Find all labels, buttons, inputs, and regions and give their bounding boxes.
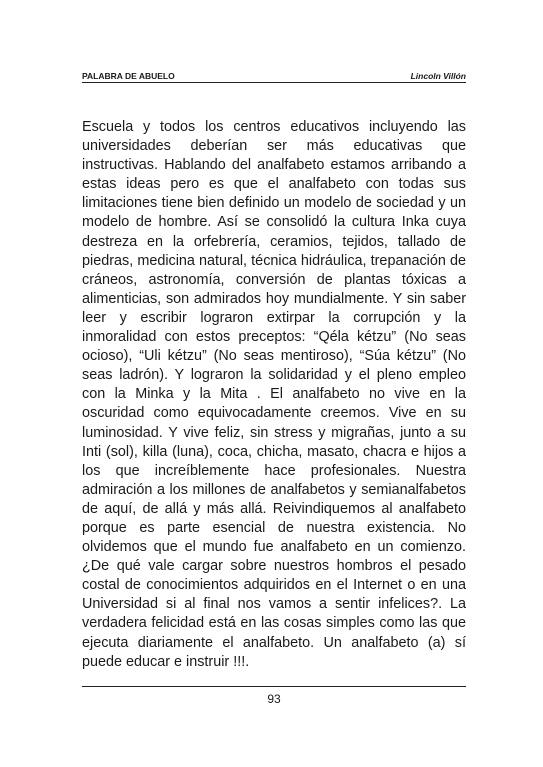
header-rule <box>82 82 466 83</box>
footer-rule <box>82 686 466 687</box>
book-title: PALABRA DE ABUELO <box>82 71 175 81</box>
body-text <box>82 118 466 672</box>
author-name: Lincoln Villón <box>410 71 466 81</box>
body-paragraph: Escuela y todos los centros educativos incluyendo las universidades deberían ser más educativas que instructivas. Hablando del analfabeto estamos arribando a estas ideas pero es que el analfabeto con todas sus limitaciones tiene bien definido un modelo de sociedad y un modelo de hombre. Así se consolidó la cultura Inka cuya destreza en la orfebrería, ceramios, tejidos, tallado de piedras, medicina natural, técnica hidráulica, trepanación de cráneos, astronomía, conversión de plantas tóxicas a alimenticias, son admirados hoy mundialmente. Y sin saber leer y escribir lograron extirpar la corrupción y la inmoralidad con estos preceptos: “Qéla kétzu” (No seas ocioso), “Uli kétzu” (No seas mentiroso), “Súa kétzu” (No seas ladrón). Y lograron la solidaridad y el pleno empleo con la Minka y la Mita . El analfabeto no vive en la oscuridad como equivocadamente creemos. Vive en su luminosidad. Y vive feliz, sin stress y migrañas, junto a su Inti (sol), killa (luna), coca, chicha, masato, chacra e hijos a los que increíblemente hace profesionales. Nuestra admiración a los millones de analfabetos y semianalfabetos de aquí, de allá y más allá. Reivindiquemos al analfabeto porque es parte esencial de nuestra existencia. No olvidemos que el mundo fue analfabeto en un comienzo. ¿De qué vale cargar sobre nuestros hombros el pesado costal de conocimientos adquiridos en el Internet o en una Universidad si al final nos vamos a sentir infelices?. La verdadera felicidad está en las cosas simples como las que ejecuta diariamente el analfabeto. Un analfabeto (a) sí puede educar e instruir !!!. <box>82 119 466 670</box>
running-header <box>82 70 466 82</box>
page-number: 93 <box>267 692 281 706</box>
